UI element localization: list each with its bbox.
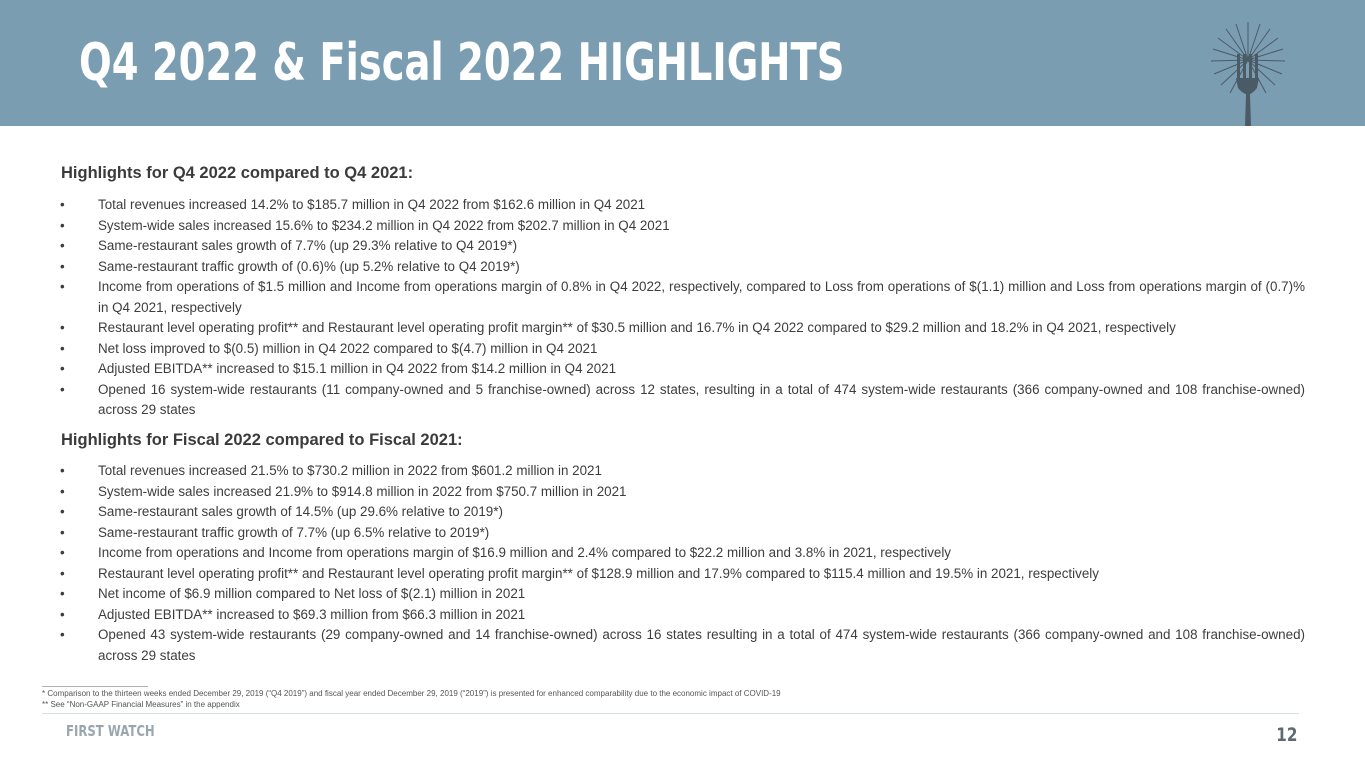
bullet-icon: • [60,586,65,601]
list-item [60,461,1305,482]
bullet-icon: • [60,258,65,274]
bullet-icon: • [60,320,65,335]
bullet-icon: • [60,627,65,642]
footnote-divider [42,686,148,687]
bullet-icon: • [60,463,65,478]
list-item-text: Same-restaurant sales growth of 7.7% (up 29.3% relative to Q4 2019*) [98,238,518,253]
list-item-text: Same-restaurant traffic growth of 7.7% (up 6.5% relative to 2019*) [98,524,490,540]
list-item-text: Same-restaurant traffic growth of (0.6)% (up 5.2% relative to Q4 2019*) [98,258,520,274]
list-item-text: Adjusted EBITDA** increased to $69.3 million from $66.3 million in 2021 [98,606,526,622]
footnote-comparison: * Comparison to the thirteen weeks ended December 29, 2019 (“Q4 2019”) and fiscal year ended December 29, 2019 (“2019”) is presented for enhanced comparability due to the economic impact of COVID-19 [42,689,781,698]
list-item [60,605,1305,626]
list-item [60,482,1305,503]
section-heading-q4: Highlights for Q4 2022 compared to Q4 2021: [61,164,414,182]
list-item [60,584,1305,605]
bullet-icon: • [60,361,65,376]
bullet-icon: • [60,217,65,233]
list-item-text: Same-restaurant sales growth of 14.5% (up 29.6% relative to 2019*) [98,504,503,519]
list-item-text: Net income of $6.9 million compared to Net loss of $(2.1) million in 2021 [98,586,526,601]
list-item [60,625,1305,666]
list-item [60,236,1305,257]
list-item [60,257,1305,278]
list-item-text: Adjusted EBITDA** increased to $15.1 million in Q4 2022 from $14.2 million in Q4 2021 [98,361,617,376]
list-item-text: Net loss improved to $(0.5) million in Q4 2022 compared to $(4.7) million in Q4 2021 [98,340,598,356]
list-item [60,502,1305,523]
header-banner [0,0,1365,126]
list-item [60,359,1305,380]
bullet-icon: • [60,545,65,560]
page-title: Q4 2022 & Fiscal 2022 HIGHLIGHTS [79,33,845,93]
list-item [60,564,1305,585]
bullet-icon: • [60,565,65,581]
list-item [60,339,1305,360]
page-number: 12 [1275,724,1297,746]
bullet-icon: • [60,381,65,397]
bullet-icon: • [60,340,65,356]
list-item-text: Opened 43 system-wide restaurants (29 company-owned and 14 franchise-owned) across 16 states resulting in a total of 474 system-wide restaurants (366 company-owned and 108 franchise-owned) across 29 states [98,627,1305,663]
q4-highlights-list [60,195,1305,421]
fiscal-highlights-list [60,461,1305,666]
list-item-text: Income from operations and Income from operations margin of $16.9 million and 2.4% compared to $22.2 million and 3.8% in 2021, respectively [98,545,952,560]
list-item-text: Opened 16 system-wide restaurants (11 company-owned and 5 franchise-owned) across 12 states, resulting in a total of 474 system-wide restaurants (366 company-owned and 108 franchise-owned) across 29 states [98,381,1305,417]
list-item [60,277,1305,318]
list-item [60,195,1305,216]
list-item-text: System-wide sales increased 21.9% to $914.8 million in 2022 from $750.7 million in 2021 [98,483,627,499]
list-item [60,543,1305,564]
list-item-text: Income from operations of $1.5 million and Income from operations margin of 0.8% in Q4 2022, respectively, compared to Loss from operations of $(1.1) million and Loss from operations margin of (0.7)% in Q4 2021, respectively [98,279,1305,315]
footer-divider [42,713,1299,714]
list-item-text: Total revenues increased 21.5% to $730.2 million in 2022 from $601.2 million in 2021 [98,463,602,478]
bullet-icon: • [60,483,65,499]
list-item [60,318,1305,339]
bullet-icon: • [60,504,65,519]
list-item-text: Restaurant level operating profit** and Restaurant level operating profit margin** of $30.5 million and 16.7% in Q4 2022 compared to $29.2 million and 18.2% in Q4 2021, respectively [98,320,1176,335]
list-item-text: System-wide sales increased 15.6% to $234.2 million in Q4 2022 from $202.7 million in Q4 2021 [98,217,670,233]
fork-sunburst-icon [1208,20,1288,126]
footnote-non-gaap: ** See “Non-GAAP Financial Measures” in the appendix [42,699,240,709]
list-item-text: Total revenues increased 14.2% to $185.7 million in Q4 2022 from $162.6 million in Q4 2021 [98,197,646,212]
brand-logo-text: FIRST WATCH [66,722,155,740]
list-item-text: Restaurant level operating profit** and Restaurant level operating profit margin** of $128.9 million and 17.9% compared to $115.4 million and 19.5% in 2021, respectively [98,565,1099,581]
list-item [60,216,1305,237]
bullet-icon: • [60,524,65,540]
footnotes [42,689,781,710]
bullet-icon: • [60,197,65,212]
bullet-icon: • [60,279,65,294]
list-item [60,523,1305,544]
bullet-icon: • [60,606,65,622]
section-heading-fiscal: Highlights for Fiscal 2022 compared to Fiscal 2021: [61,431,463,449]
bullet-icon: • [60,238,65,253]
list-item [60,380,1305,421]
